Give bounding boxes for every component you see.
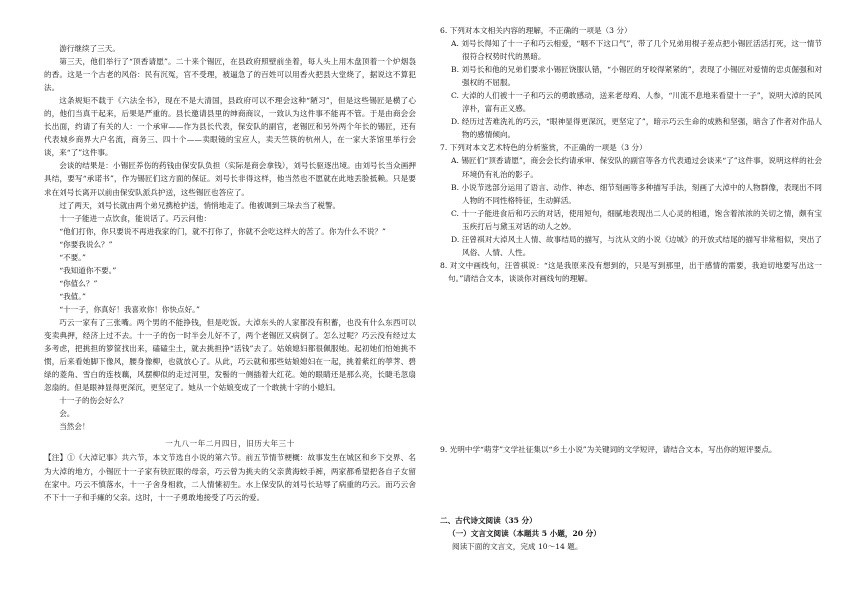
passage-paragraph: 游行继续了三天。 xyxy=(59,44,120,53)
dialogue-line: “你值么？” xyxy=(59,278,98,288)
answer-space xyxy=(440,285,822,443)
answer-option-b: B. 小说节选部分运用了语言、动作、神态、细节刻画等多种描写手法，刻画了大淖中的人物群像，表现出不同人物的不同性格特征，生动鲜活。 xyxy=(451,182,822,205)
question-6 xyxy=(440,24,822,141)
dialogue-line: “十一子，你真好！我喜欢你！你快点好。” xyxy=(59,304,200,314)
passage-paragraph: 当然会！ xyxy=(59,422,90,432)
section-title: 二、古代诗文阅读（35 分） xyxy=(440,515,537,525)
answer-option-d: D. 汪曾祺对大淖风土人情、故事结局的描写，与沈从文的小说《边城》的开放式结尾的描写非常相似，突出了风俗、人情、人性。 xyxy=(451,234,822,257)
dialogue-line: “我值。” xyxy=(59,291,86,301)
answer-option-a: A. 锡匠们“顶香请愿”，商会会长约请承审、保安队的副官等各方代表通过会谈来“了”这件事，说明这样的社会环境仍有礼治的影子。 xyxy=(451,156,822,179)
dialogue-line: “你要我说么？” xyxy=(59,239,113,249)
dialogue-line: “我知道你不要。” xyxy=(59,265,117,275)
passage-paragraph: 这条规矩不载于《六法全书》，现在不是大清国，县政府可以不理会这种“陋习”，但是这些锡匠是横了心的，他们当真干起来，后果是严重的。县长邀请县里的绅商商议，一致认为这件事不能再不管。于是由商会会长出面，约请了有关的人：一个承审——作为县长代表，保安队的副官，老锡匠和另外两个年长的锡匠，还有代表城乡商界大户名流，商务三、四十个——卖眼镜的宝应人，卖天竺筷的杭州人，在一家大茶馆里举行会谈，来“了”这件事。 xyxy=(44,96,416,158)
question-stem: 9. 光明中学“萌芽”文学社征集以“乡土小说”为关键词的文学短评，请结合文本，写出你的短评要点。 xyxy=(440,444,777,454)
passage-note: 【注】①《大淖记事》共六节，本文节选自小说的第六节。前五节情节梗概：故事发生在城区和乡下交界、名为大淖的地方，小锡匠十一子家有铁匠眼的母亲，巧云曾为挑夫的父亲黄海蛟手裤，两家都希望把各自子女留在家中。巧云不慎落水，十一子舍身相救，二人情愫初生。水上保安队的刘号长玷辱了病重的巧云。而巧云舍不下十一子和手瘫的父亲。这时，十一子勇敢地接受了巧云的爱。 xyxy=(44,453,416,502)
question-stem: 8. 对文中画线句，汪曾祺说：“这是我原来没有想到的，只是写到那里，出于感情的需要，我迫切地要写出这一句。”请结合文本，谈谈你对画线句的理解。 xyxy=(440,260,822,283)
answer-option-c: C. 十一子能进食后和巧云的对话，使用短句，细腻地表现出二人心灵的相通，饱含着浓浓的关切之情，颇有宝玉疾打后与黛玉对话的动人之妙。 xyxy=(451,208,822,231)
question-stem: 7. 下列对本文艺术特色的分析鉴赏，不正确的一项是（3 分） xyxy=(440,143,647,153)
reading-passage xyxy=(44,42,416,504)
question-7 xyxy=(440,141,822,258)
passage-paragraph: 过了两天，刘号长就由两个弟兄携枪护送，悄悄地走了。他被调到三垛去当了税警。 xyxy=(59,200,341,210)
passage-paragraph: 十一子能进一点饮食，能说话了。巧云问他： xyxy=(59,213,212,223)
question-8 xyxy=(440,259,822,443)
question-9 xyxy=(440,443,822,514)
dialogue-line: “不要。” xyxy=(59,252,86,262)
passage-paragraph: 十一子的伤会好么？ xyxy=(59,396,128,406)
question-stem: 6. 下列对本文相关内容的理解，不正确的一项是（3 分） xyxy=(440,26,632,35)
question-column xyxy=(440,24,822,553)
answer-option-b: B. 刘号长和他的兄弟们要求小锡匠饶服认错，“小锡匠的牙咬得紧紧的”，表现了小锡匠对爱情的忠贞倔强和对强权的不屈服。 xyxy=(451,65,822,88)
section-2 xyxy=(440,514,822,553)
passage-paragraph: 会。 xyxy=(59,409,75,419)
subsection-title: （一）文言文阅读（本题共 5 小题，20 分） xyxy=(448,529,601,539)
passage-paragraph: 会谈的结果是：小锡匠养伤的药钱由保安队负担（实际是商会拿钱），刘号长驱逐出境。由刘号长当众画押具结，要写“承诺书”，作为锡匠们这方面的保证。刘号长非得这样，他当然也不愿就在此地丢脸抵赖。只是要求在刘号长离开以前由保安队派兵护送，这些锡匠也答应了。 xyxy=(44,161,416,197)
answer-option-d: D. 经历过苦难洗礼的巧云，“眼神显得更深沉，更坚定了”，暗示巧云生命的成熟和坚强，暗含了作者对作品人物的感情倾向。 xyxy=(451,117,822,140)
passage-paragraph: 第三天，他们举行了“顶香请愿”。二十来个锡匠，在县政府照壁前坐着，每人头上用木盘顶着一个炉烟袅的香。这是一个古老的风俗：民有沉冤，官不受理，被逼急了的百姓可以用香火把县大堂烧了，据说这不算犯法。 xyxy=(44,57,416,93)
passage-date: 一九八一年二月四日，旧历大年三十 xyxy=(165,439,295,449)
dialogue-line: “他们打你，你只要说不再进我家的门，就不打你了，你就不会吃这样大的苦了。你为什么不说？” xyxy=(59,226,386,236)
answer-option-a: A. 刘号长得知了十一子和巧云相爱，“咽不下这口气”，带了几个兄弟用棍子差点把小锡匠活活打死，这一情节很符合权势时代的黑暗。 xyxy=(451,39,822,62)
passage-paragraph: 巧云一家有了三张嘴。两个男的不能挣钱，但是吃饭。大淖东头的人家都没有积蓄，也没有什么东西可以变卖典押，经济上过不去。十一子的伤一时半会儿好不了，两个老锡匠又病倒了。怎么过呢？巧云没有经过太多考虑，把挑担的箩筐找出来，磕磕尘土，就去挑担挣“活钱”去了。姑娘媳妇都很佩服她。起初她们怕她挑不惯，后来看她脚下像风，腰身像柳，也就放心了。从此，巧云就和那些姑娘媳妇在一起，挑着紫红的荸荠、碧绿的菱角、雪白的连枝藕，风摆柳似的走过河里，发髻的一侧插着大红花。她的眼睛还是那么亮，长睫毛忽扇忽扇的。但是眼神显得更深沉，更坚定了。她从一个姑娘变成了一个敢挑十字的小媳妇。 xyxy=(44,317,416,393)
answer-space xyxy=(440,456,822,514)
section-instruction: 阅读下面的文言文，完成 10～14 题。 xyxy=(452,542,583,552)
answer-option-c: C. 大淖的人们被十一子和巧云的勇敢感动，送来老母鸡、人参，“川流不息地来看望十一子”，说明大淖的民风淳朴，富有正义感。 xyxy=(451,91,822,114)
